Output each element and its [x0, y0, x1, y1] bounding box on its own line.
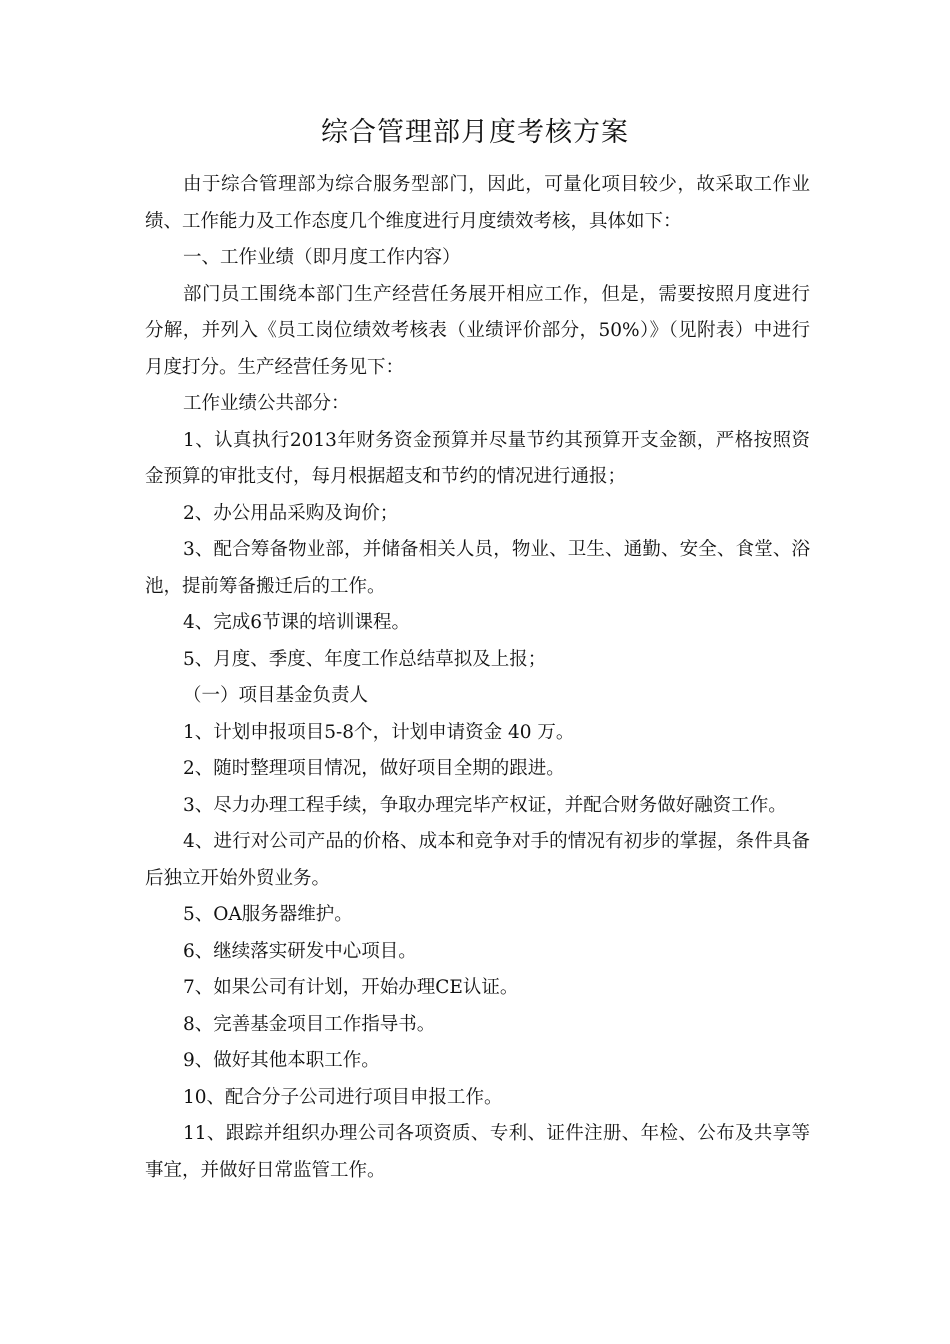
list-item: 11、跟踪并组织办理公司各项资质、专利、证件注册、年检、公布及共享等事宜，并做好日常监管工作。 [145, 1123, 810, 1181]
list-item: 3、尽力办理工程手续，争取办理完毕产权证，并配合财务做好融资工作。 [183, 794, 787, 816]
list-item: 2、随时整理项目情况，做好项目全期的跟进。 [183, 758, 565, 779]
list-item: 10、配合分子公司进行项目申报工作。 [183, 1086, 503, 1108]
subheading-project-fund: （一）项目基金负责人 [183, 685, 369, 706]
section-heading-performance: 一、工作业绩（即月度工作内容） [183, 247, 461, 268]
document-title: 综合管理部月度考核方案 [321, 117, 629, 148]
document-body [145, 167, 810, 1189]
list-item: 4、进行对公司产品的价格、成本和竞争对手的情况有初步的掌握，条件具备后独立开始外贸业务。 [145, 831, 810, 889]
list-item: 1、计划申报项目5-8个，计划申请资金 40 万。 [183, 721, 575, 743]
paragraph-intro: 由于综合管理部为综合服务型部门，因此，可量化项目较少，故采取工作业绩、工作能力及工作态度几个维度进行月度绩效考核，具体如下： [145, 174, 810, 232]
list-item: 2、办公用品采购及询价； [183, 502, 399, 524]
list-item: 9、做好其他本职工作。 [183, 1050, 380, 1071]
list-item: 6、继续落实研发中心项目。 [183, 940, 417, 962]
list-item: 5、月度、季度、年度工作总结草拟及上报； [183, 648, 547, 670]
list-item: 7、如果公司有计划，开始办理CE认证。 [183, 977, 519, 998]
list-item: 3、配合筹备物业部，并储备相关人员，物业、卫生、通勤、安全、食堂、浴池，提前筹备搬迁后的工作。 [145, 539, 810, 597]
list-item: 5、OA服务器维护。 [183, 904, 353, 925]
list-item: 8、完善基金项目工作指导书。 [183, 1013, 436, 1035]
list-item: 4、完成6节课的培训课程。 [183, 612, 411, 633]
subheading-common: 工作业绩公共部分： [183, 393, 350, 414]
list-item: 1、认真执行2013年财务资金预算并尽量节约其预算开支金额，严格按照资金预算的审批支付，每月根据超支和节约的情况进行通报； [145, 429, 810, 487]
paragraph-performance-desc: 部门员工围绕本部门生产经营任务展开相应工作，但是，需要按照月度进行分解，并列入《员工岗位绩效考核表（业绩评价部分，50%）》（见附表）中进行月度打分。生产经营任务见下： [145, 283, 810, 378]
